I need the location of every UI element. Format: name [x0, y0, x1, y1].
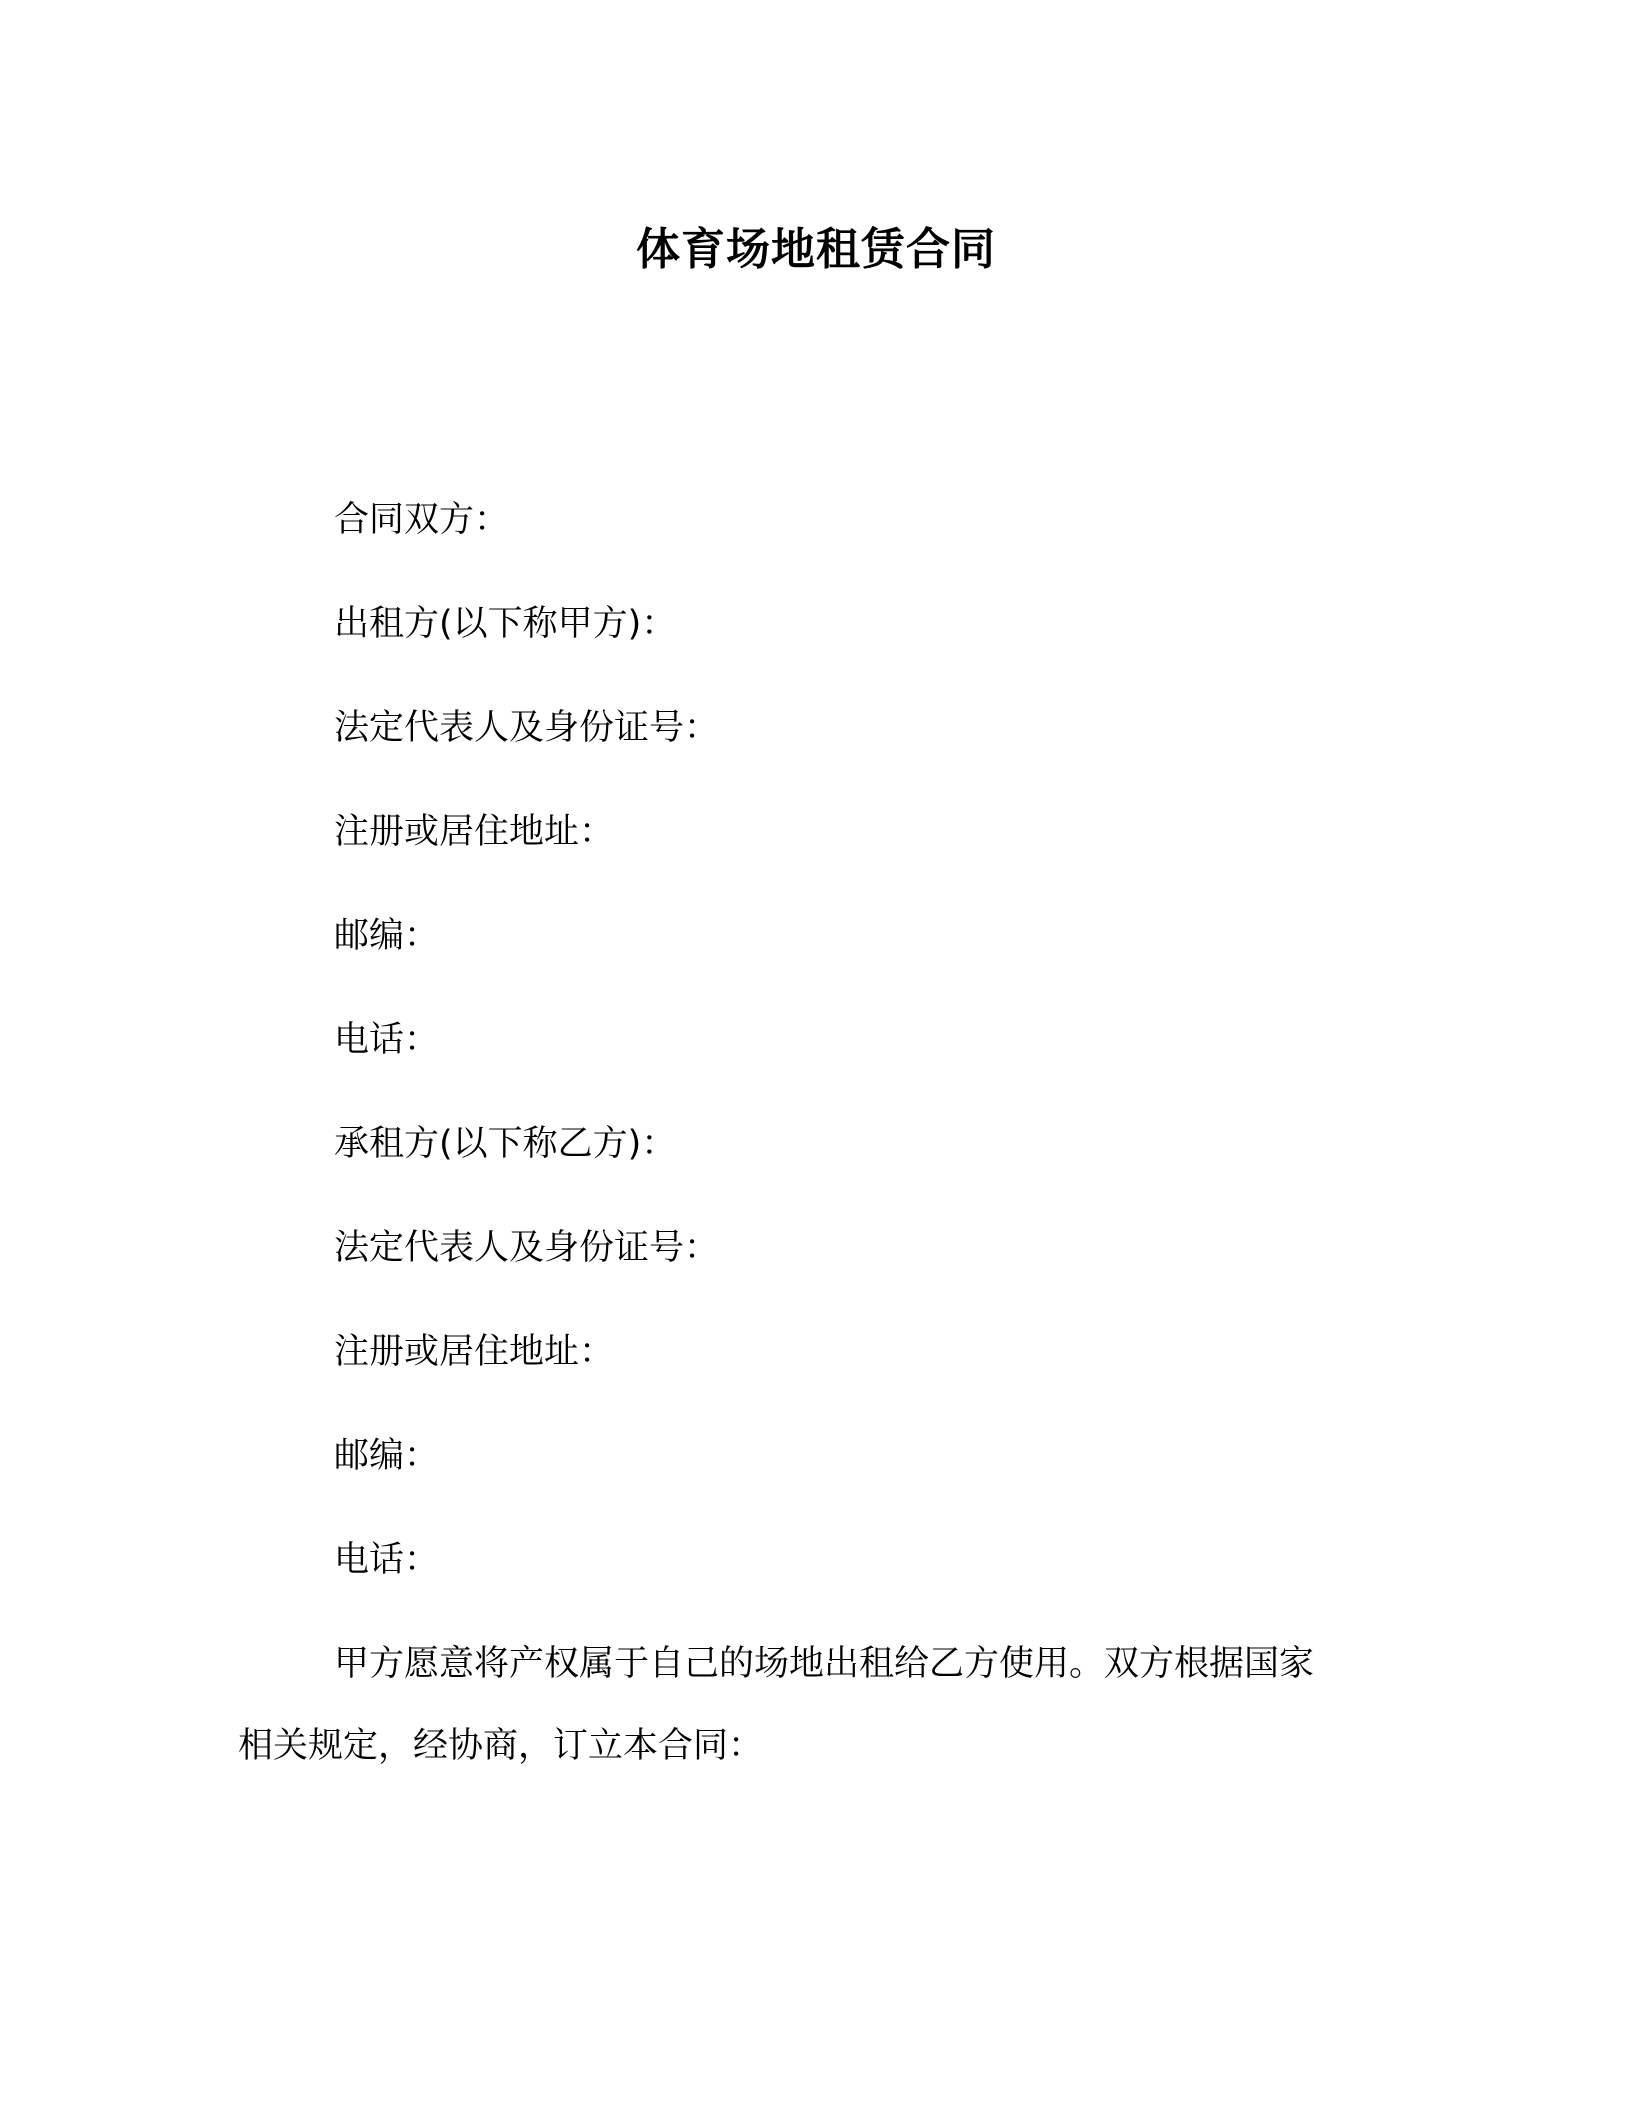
field-lessor: 出租方(以下称甲方)： — [334, 604, 677, 644]
field-lessor-address: 注册或居住地址： — [334, 812, 615, 852]
intro-paragraph-line-1: 甲方愿意将产权属于自己的场地出租给乙方使用。双方根据国家 — [334, 1644, 1315, 1684]
document-title: 体育场地租赁合同 — [636, 224, 996, 275]
field-lessee-address: 注册或居住地址： — [334, 1332, 615, 1372]
field-lessee-postcode: 邮编： — [334, 1436, 440, 1476]
field-lessor-postcode: 邮编： — [334, 916, 440, 956]
field-parties: 合同双方： — [334, 500, 510, 540]
field-lessee: 承租方(以下称乙方)： — [334, 1124, 677, 1164]
field-lessor-phone: 电话： — [334, 1020, 440, 1060]
field-lessor-legal-rep: 法定代表人及身份证号： — [334, 708, 720, 748]
field-lessee-phone: 电话： — [334, 1540, 440, 1580]
intro-paragraph-line-2: 相关规定，经协商，订立本合同： — [238, 1726, 764, 1766]
field-lessee-legal-rep: 法定代表人及身份证号： — [334, 1228, 720, 1268]
